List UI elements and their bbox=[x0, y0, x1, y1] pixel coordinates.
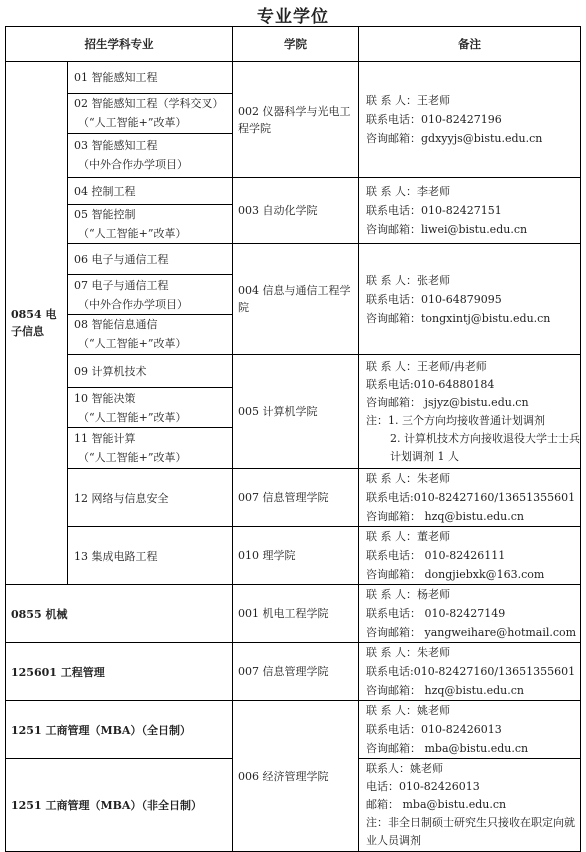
contact-person: 联 系 人：姚老师 bbox=[366, 704, 450, 717]
contact-person: 联 系 人：朱老师 bbox=[366, 646, 450, 659]
contact-person: 联系人：姚老师 bbox=[366, 762, 443, 775]
contact-phone: 联系电话:010-82427160/13651355601 bbox=[366, 491, 576, 504]
major-note: （“人工智能+”改革） bbox=[78, 410, 187, 424]
contact-email: 咨询邮箱： yangweihare@hotmail.com bbox=[366, 626, 577, 639]
table-header-row bbox=[6, 27, 581, 62]
major-name: 04 控制工程 bbox=[74, 184, 136, 198]
table-row bbox=[6, 585, 581, 643]
contact-email: 咨询邮箱： dongjiebxk@163.com bbox=[366, 568, 545, 581]
majors-cell bbox=[68, 178, 233, 244]
contact-person: 联 系 人：杨老师 bbox=[366, 588, 450, 601]
category-label: 1251 工商管理（MBA）（非全日制） bbox=[11, 799, 202, 812]
major-name: 11 智能计算 bbox=[74, 431, 136, 445]
notes-cell bbox=[359, 244, 581, 355]
category-label: 0854 电子信息 bbox=[11, 308, 57, 338]
notes-cell bbox=[359, 585, 581, 643]
college-cell: 004 信息与通信工程学院 bbox=[233, 244, 359, 355]
contact-phone: 联系电话:010-64880184 bbox=[366, 377, 495, 391]
contact-person: 联 系 人：董老师 bbox=[366, 530, 450, 543]
notes-cell bbox=[359, 355, 581, 469]
notes-cell bbox=[359, 759, 581, 852]
majors-cell bbox=[68, 244, 233, 355]
major-name: 07 电子与通信工程 bbox=[74, 278, 169, 292]
category-label: 1251 工商管理（MBA）（全日制） bbox=[11, 723, 191, 737]
contact-phone: 联系电话： 010-82426111 bbox=[366, 549, 506, 562]
contact-phone: 联系电话:010-82427160/13651355601 bbox=[366, 665, 576, 678]
majors-cell bbox=[68, 355, 233, 469]
category-label: 125601 工程管理 bbox=[11, 665, 105, 679]
table-row bbox=[6, 244, 581, 355]
notes-cell bbox=[359, 62, 581, 178]
contact-email: 咨询邮箱：tongxintj@bistu.edu.cn bbox=[366, 311, 551, 325]
notes-cell bbox=[359, 469, 581, 527]
major-name: 12 网络与信息安全 bbox=[74, 491, 169, 505]
table-row bbox=[6, 62, 581, 178]
category-cell bbox=[6, 585, 233, 643]
contact-email: 咨询邮箱： mba@bistu.edu.cn bbox=[366, 742, 529, 755]
notes-cell bbox=[359, 527, 581, 585]
contact-person: 联 系 人：朱老师 bbox=[366, 472, 450, 485]
college-cell: 001 机电工程学院 bbox=[233, 585, 359, 643]
major-name: 08 智能信息通信 bbox=[74, 318, 158, 332]
table-row bbox=[6, 469, 581, 527]
college-cell: 007 信息管理学院 bbox=[233, 469, 359, 527]
header-major: 招生学科专业 bbox=[6, 27, 233, 62]
contact-email: 咨询邮箱： hzq@bistu.edu.cn bbox=[366, 684, 525, 697]
contact-email: 咨询邮箱： hzq@bistu.edu.cn bbox=[366, 510, 525, 523]
category-cell bbox=[6, 62, 68, 585]
contact-person: 联 系 人：李老师 bbox=[366, 185, 450, 198]
header-notes: 备注 bbox=[359, 27, 581, 62]
notes-cell bbox=[359, 178, 581, 244]
table-row bbox=[6, 355, 581, 469]
contact-phone: 联系电话：010-82427196 bbox=[366, 113, 502, 126]
contact-phone: 联系电话：010-82426013 bbox=[366, 723, 502, 736]
college-cell: 003 自动化学院 bbox=[233, 178, 359, 244]
table-row bbox=[6, 643, 581, 701]
majors-table bbox=[5, 26, 581, 852]
contact-phone: 电话：010-82426013 bbox=[366, 780, 480, 793]
category-cell bbox=[6, 759, 233, 852]
college-cell: 005 计算机学院 bbox=[233, 355, 359, 469]
major-note: （中外合作办学项目） bbox=[78, 297, 188, 311]
table-row bbox=[6, 527, 581, 585]
contact-person: 联 系 人：王老师 bbox=[366, 94, 450, 107]
major-name: 13 集成电路工程 bbox=[74, 549, 158, 563]
category-label: 0855 机械 bbox=[11, 607, 68, 621]
remark-1: 注：1. 三个方向均接收普通计划调剂 bbox=[366, 413, 545, 427]
contact-email: 咨询邮箱：gdxyyjs@bistu.edu.cn bbox=[366, 132, 543, 145]
major-note: （“人工智能+”改革） bbox=[78, 337, 187, 351]
contact-person: 联 系 人：张老师 bbox=[366, 273, 450, 287]
contact-phone: 联系电话： 010-82427149 bbox=[366, 607, 506, 620]
college-cell: 006 经济管理学院 bbox=[233, 701, 359, 852]
college-cell: 010 理学院 bbox=[233, 527, 359, 585]
category-cell bbox=[6, 701, 233, 759]
header-college: 学院 bbox=[233, 27, 359, 62]
major-name: 05 智能控制 bbox=[74, 207, 136, 221]
major-note: （中外合作办学项目） bbox=[78, 157, 188, 171]
major-name: 01 智能感知工程 bbox=[74, 71, 158, 85]
table-row bbox=[6, 178, 581, 244]
remark-2: 2. 计算机技术方向接收退役大学士士兵计划调剂 1 人 bbox=[390, 431, 580, 463]
major-name: 06 电子与通信工程 bbox=[74, 252, 169, 266]
page-title: 专业学位 bbox=[257, 7, 329, 27]
contact-email: 咨询邮箱：liwei@bistu.edu.cn bbox=[366, 223, 528, 236]
contact-phone: 联系电话：010-64879095 bbox=[366, 292, 502, 306]
table-row bbox=[6, 701, 581, 759]
remark: 注：非全日制硕士研究生只接收在职定向就业人员调剂 bbox=[366, 816, 575, 847]
major-note: （“人工智能+”改革） bbox=[78, 226, 187, 240]
majors-cell bbox=[68, 527, 233, 585]
major-note: （“人工智能+”改革） bbox=[78, 116, 187, 129]
contact-email: 邮箱： mba@bistu.edu.cn bbox=[366, 798, 507, 811]
major-note: （“人工智能+”改革） bbox=[78, 450, 187, 464]
notes-cell bbox=[359, 643, 581, 701]
category-cell bbox=[6, 643, 233, 701]
college-cell: 002 仪器科学与光电工程学院 bbox=[233, 62, 359, 178]
contact-phone: 联系电话：010-82427151 bbox=[366, 204, 502, 217]
major-name: 03 智能感知工程 bbox=[74, 138, 158, 152]
major-name: 10 智能决策 bbox=[74, 391, 136, 405]
contact-email: 咨询邮箱： jsjyz@bistu.edu.cn bbox=[366, 395, 529, 409]
majors-cell bbox=[68, 62, 233, 178]
contact-person: 联 系 人：王老师/冉老师 bbox=[366, 359, 487, 373]
majors-cell bbox=[68, 469, 233, 527]
major-name: 02 智能感知工程（学科交叉） bbox=[74, 97, 224, 110]
notes-cell bbox=[359, 701, 581, 759]
major-name: 09 计算机技术 bbox=[74, 364, 147, 378]
college-cell: 007 信息管理学院 bbox=[233, 643, 359, 701]
